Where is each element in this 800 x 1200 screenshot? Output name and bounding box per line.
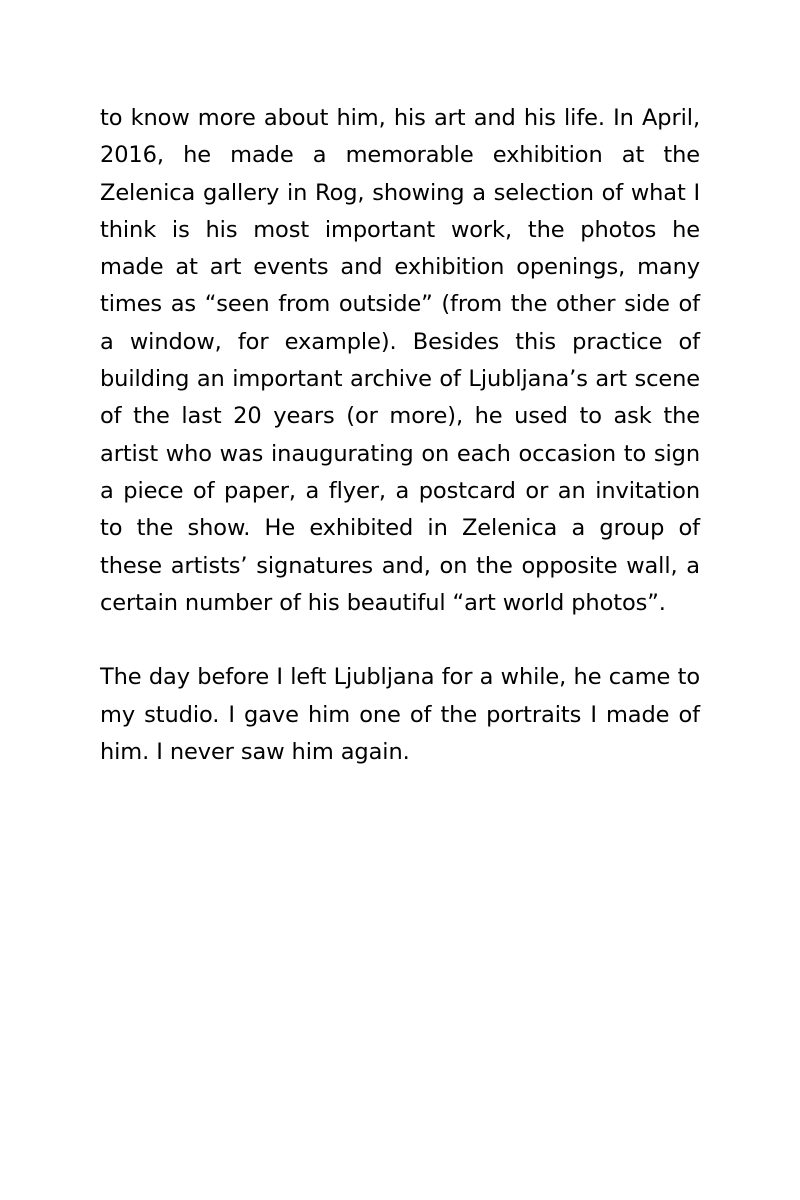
paragraph-last-visit: The day before I left Ljubljana for a while, he came to my studio. I gave him one of the portraits I made of him. I never saw him again. <box>100 664 700 766</box>
body-text <box>100 100 700 771</box>
paragraph-spacer <box>100 622 700 659</box>
paragraph-exhibition: to know more about him, his art and his life. In April, 2016, he made a memorable exhibition at the Zelenica gallery in Rog, showing a selection of what I think is his most important work, the photos he made at art events and exhibition openings, many times as “seen from outside” (from the other side of a window, for example). Besides this practice of building an important archive of Ljubljana’s art scene of the last 20 years (or more), he used to ask the artist who was inaugurating on each occasion to sign a piece of paper, a flyer, a postcard or an invitation to the show. He exhibited in Zelenica a group of these artists’ signatures and, on the opposite wall, a certain number of his beautiful “art world photos”. <box>100 105 700 616</box>
